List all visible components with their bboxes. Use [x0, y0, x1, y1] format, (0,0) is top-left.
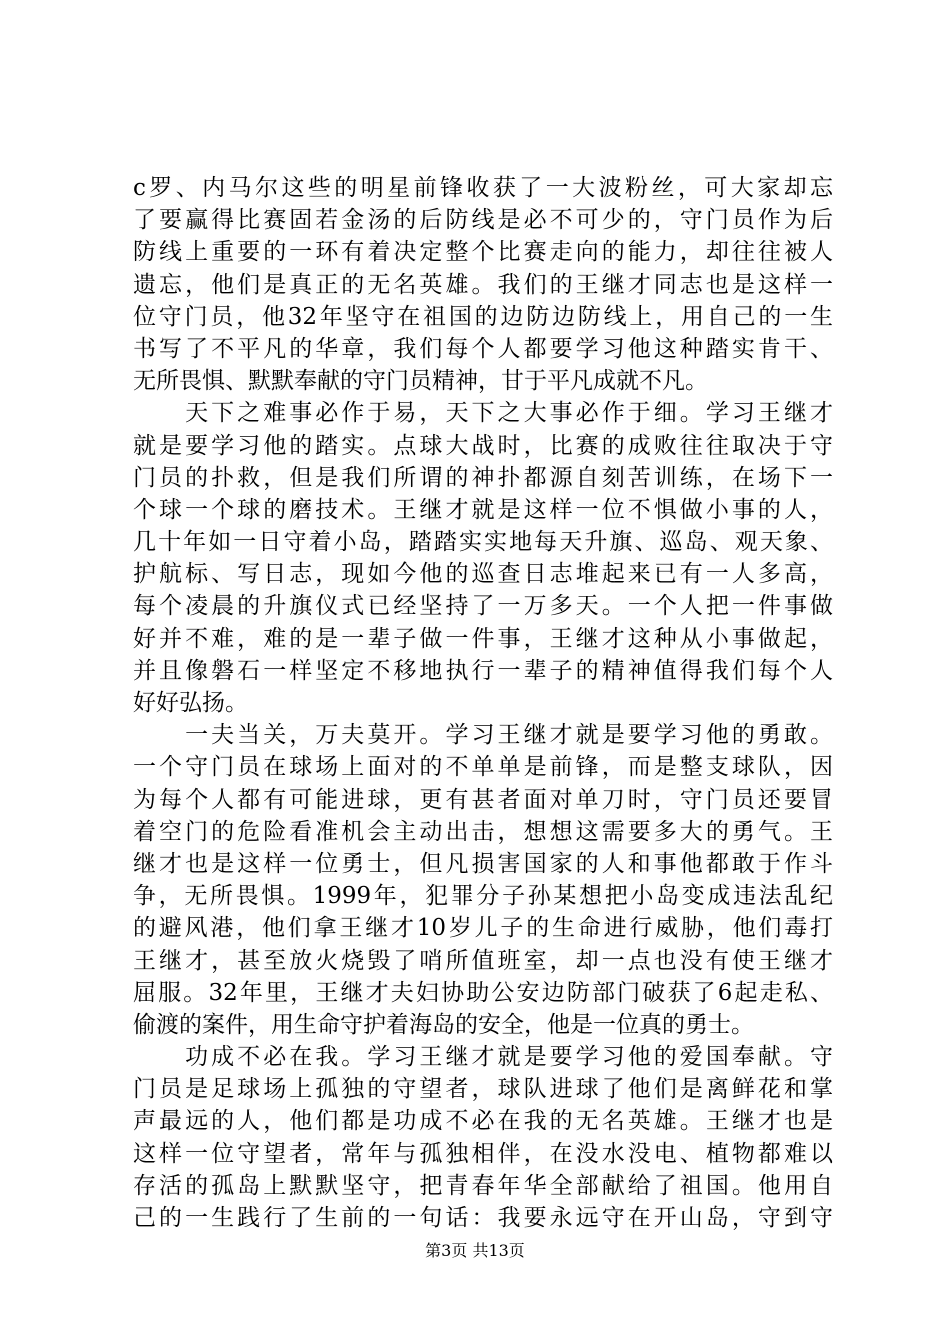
text-line: 着空门的危险看准机会主动出击，想想这需要多大的勇气。王 — [133, 818, 833, 845]
text-line: 护航标、写日志，现如今他的巡查日志堆起来已有一人多高， — [133, 561, 833, 588]
text-line: 争，无所畏惧。1999年，犯罪分子孙某想把小岛变成违法乱纪 — [133, 883, 833, 910]
body-text — [133, 172, 833, 1234]
text-line: 己的一生践行了生前的一句话：我要永远守在开山岛，守到守 — [133, 1205, 833, 1231]
text-line: 一夫当关，万夫莫开。学习王继才就是要学习他的勇敢。 — [133, 722, 833, 749]
text-line: 偷渡的案件，用生命守护着海岛的安全，他是一位真的勇士。 — [133, 1011, 754, 1038]
text-line: 并且像磐石一样坚定不移地执行一辈子的精神值得我们每个人 — [133, 657, 833, 684]
text-line: 这样一位守望者，常年与孤独相伴，在没水没电、植物都难以 — [133, 1140, 833, 1167]
text-line: 书写了不平凡的华章，我们每个人都要学习他这种踏实肯干、 — [133, 335, 833, 362]
text-line: 位守门员，他32年坚守在祖国的边防边防线上，用自己的一生 — [133, 303, 833, 330]
text-line: 好好弘扬。 — [133, 690, 248, 716]
text-line: 防线上重要的一环有着决定整个比赛走向的能力，却往往被人 — [133, 239, 833, 266]
text-line: 天下之难事必作于易，天下之大事必作于细。学习王继才 — [133, 400, 833, 427]
text-line: 几十年如一日守着小岛，踏踏实实地每天升旗、巡岛、观天象、 — [133, 529, 833, 556]
page-footer: 第3页 共13页 — [425, 1241, 525, 1260]
text-line: 为每个人都有可能进球，更有甚者面对单刀时，守门员还要冒 — [133, 786, 833, 813]
text-line: 无所畏惧、默默奉献的守门员精神，甘于平凡成就不凡。 — [133, 368, 708, 395]
text-line: 继才也是这样一位勇士，但凡损害国家的人和事他都敢于作斗 — [133, 850, 833, 877]
text-line: 的避风港，他们拿王继才10岁儿子的生命进行威胁，他们毒打 — [133, 915, 833, 942]
text-line: 声最远的人，他们都是功成不必在我的无名英雄。王继才也是 — [133, 1108, 833, 1135]
text-line: 个球一个球的磨技术。王继才就是这样一位不惧做小事的人， — [133, 496, 833, 523]
text-line: c罗、内马尔这些的明星前锋收获了一大波粉丝，可大家却忘 — [133, 175, 833, 201]
text-line: 了要赢得比赛固若金汤的后防线是必不可少的，守门员作为后 — [133, 207, 833, 234]
text-line: 好并不难，难的是一辈子做一件事，王继才这种从小事做起， — [133, 625, 833, 652]
text-line: 一个守门员在球场上面对的不单单是前锋，而是整支球队，因 — [133, 754, 833, 781]
text-line: 王继才，甚至放火烧毁了哨所值班室，却一点也没有使王继才 — [133, 947, 833, 974]
text-line: 屈服。32年里，王继才夫妇协助公安边防部门破获了6起走私、 — [133, 979, 833, 1006]
text-line: 门员是足球场上孤独的守望者，球队进球了他们是离鲜花和掌 — [133, 1076, 833, 1103]
text-line: 每个凌晨的升旗仪式已经坚持了一万多天。一个人把一件事做 — [133, 593, 833, 620]
text-line: 存活的孤岛上默默坚守，把青春年华全部献给了祖国。他用自 — [133, 1172, 833, 1199]
text-line: 门员的扑救，但是我们所谓的神扑都源自刻苦训练，在场下一 — [133, 464, 833, 491]
text-line: 遗忘，他们是真正的无名英雄。我们的王继才同志也是这样一 — [133, 271, 833, 298]
text-line: 就是要学习他的踏实。点球大战时，比赛的成败往往取决于守 — [133, 432, 833, 459]
text-line: 功成不必在我。学习王继才就是要学习他的爱国奉献。守 — [133, 1044, 833, 1071]
